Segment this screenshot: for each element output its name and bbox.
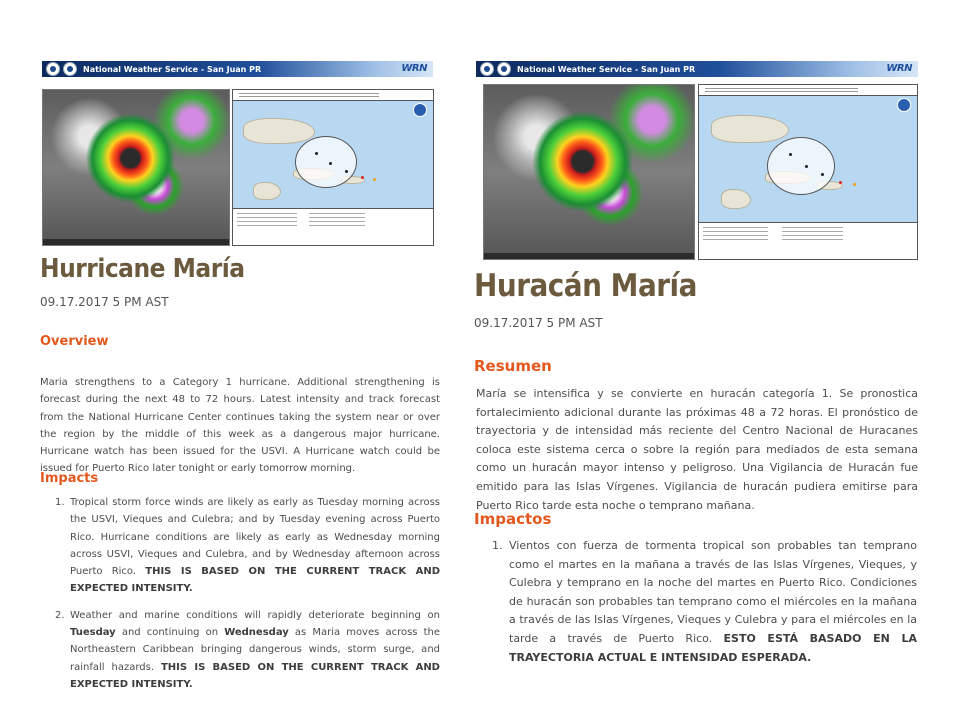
list-item-emphasis: THIS IS BASED ON THE CURRENT TRACK AND EXPECTED INTENSITY. [70,566,440,595]
list-item-text: Weather and marine conditions will rapidly deteriorate beginning on [70,609,440,621]
satellite-image [42,89,230,246]
list-item [55,494,440,598]
list-item-number: 1. [492,539,503,552]
list-item [55,607,441,693]
impacts-list [492,537,917,667]
wrn-logo-icon: WRN [401,63,427,74]
list-item-text: as Maria moves across the Northeastern Caribbean bringing dangerous winds, storm surge, and rainfall hazards. [70,627,441,673]
nws-banner [476,61,918,77]
impacts-heading: Impactos [474,510,552,528]
impacts-heading: Impacts [40,471,99,486]
overview-paragraph: Maria strengthens to a Category 1 hurricane. Additional strengthening is forecast during the next 48 to 72 hours. Latest intensity and track forecast from the National Hurricane Center continues taking the system near or over the region by the middle of this week as a dangerous major hurricane. Hurricane watch has been issued for the USVI. A Hurricane watch could be issued for Puerto Rico later tonight or early tomorrow morning. [40,377,440,475]
nws-logo-icon [497,62,511,76]
report-date: 09.17.2017 5 PM AST [40,295,169,309]
nws-banner [42,61,433,77]
list-item-emphasis: THIS IS BASED ON THE CURRENT TRACK AND EXPECTED INTENSITY. [70,661,440,690]
noaa-logo-icon [480,62,494,76]
overview-heading: Overview [40,334,109,349]
nws-logo-icon [63,62,77,76]
list-item-text: and continuing on [121,627,219,639]
list-item-text: Vientos con fuerza de tormenta tropical son probables tan temprano como el martes en la mañana a través de las Islas Vírgenes, Vieques, y Culebra y temprano en la noche del martes en Puerto Rico. Condiciones de huracán son probables tan temprano como el miércoles en la mañana a través de las Islas Vírgenes, Vieques y Culebra y para el miércoles en la tarde a través de Puerto Rico. [509,539,917,645]
noaa-logo-icon [46,62,60,76]
page-title: Huracán María [474,268,697,304]
report-date: 09.17.2017 5 PM AST [474,316,603,330]
forecast-cone-map [232,89,434,246]
satellite-image [483,84,695,260]
banner-title: National Weather Service - San Juan PR [83,64,262,74]
forecast-cone-map [698,84,918,260]
list-item-number: 1. [55,497,65,508]
overview-paragraph: María se intensifica y se convierte en huracán categoría 1. Se pronostica fortalecimiento adicional durante las próximas 48 a 72 horas. El pronóstico de trayectoria y de intensidad más reciente del Centro Nacional de Huracanes coloca este sistema cerca o sobre la región para mediados de esta semana como un huracán mayor intenso y peligroso. Una Vigilancia de Huracán fue emitido para las Islas Vírgenes. Vigilancia de huracán pudiera emitirse para Puerto Rico tarde esta noche o temprano mañana. [476,387,918,512]
list-item-bold-day: Wednesday [224,627,289,639]
page-title: Hurricane María [40,254,245,284]
list-item-number: 2. [55,609,65,621]
list-item [492,537,917,667]
banner-title: National Weather Service - San Juan PR [517,64,696,74]
wrn-logo-icon: WRN [886,63,912,74]
list-item-text: Tropical storm force winds are likely as early as Tuesday morning across the USVI, Vieques and Culebra; and by Tuesday evening across Puerto Rico. Hurricane conditions are likely as early as Wednesday morning across USVI, Vieques and Culebra, and by Wednesday afternoon across Puerto Rico. [70,497,440,578]
list-item-emphasis: ESTO ESTÁ BASADO EN LA TRAYECTORIA ACTUAL E INTENSIDAD ESPERADA. [509,631,917,664]
overview-heading: Resumen [474,357,552,375]
impacts-list [55,494,441,693]
list-item-bold-day: Tuesday [70,627,116,639]
